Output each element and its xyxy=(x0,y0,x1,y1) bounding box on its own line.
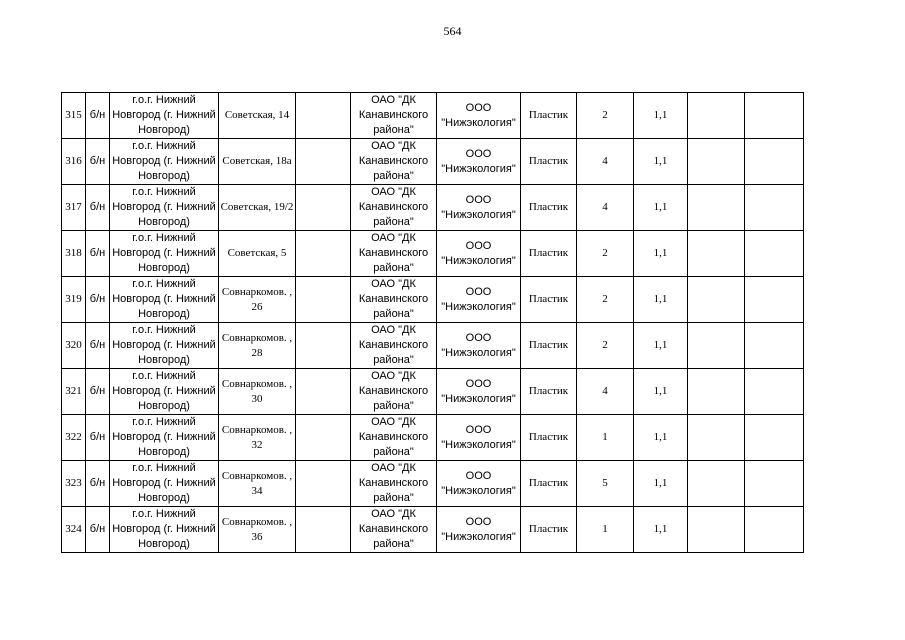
table-row xyxy=(62,415,804,461)
container-volume-cell: 1,1 xyxy=(634,415,688,461)
row-type-cell: б/н xyxy=(86,461,110,507)
container-count-cell: 5 xyxy=(577,461,634,507)
municipality-cell: г.о.г. Нижний Новгород (г. Нижний Новгород) xyxy=(110,415,219,461)
container-volume-cell: 1,1 xyxy=(634,507,688,553)
row-number-cell: 323 xyxy=(62,461,86,507)
address-cell: Совнаркомов. , 32 xyxy=(219,415,296,461)
holder-cell: ОАО "ДК Канавинского района" xyxy=(351,369,437,415)
row-number-cell: 324 xyxy=(62,507,86,553)
blank-cell xyxy=(296,323,351,369)
row-number-cell: 316 xyxy=(62,139,86,185)
container-count-cell: 4 xyxy=(577,369,634,415)
table-row xyxy=(62,93,804,139)
blank-cell xyxy=(745,369,804,415)
table-row xyxy=(62,369,804,415)
blank-cell xyxy=(745,323,804,369)
row-type-cell: б/н xyxy=(86,323,110,369)
row-number-cell: 320 xyxy=(62,323,86,369)
container-count-cell: 4 xyxy=(577,139,634,185)
container-volume-cell: 1,1 xyxy=(634,323,688,369)
blank-cell xyxy=(688,415,745,461)
container-volume-cell: 1,1 xyxy=(634,93,688,139)
holder-cell: ОАО "ДК Канавинского района" xyxy=(351,415,437,461)
holder-cell: ОАО "ДК Канавинского района" xyxy=(351,507,437,553)
row-number-cell: 315 xyxy=(62,93,86,139)
operator-cell: ООО "Нижэкология" xyxy=(437,93,521,139)
address-cell: Советская, 5 xyxy=(219,231,296,277)
material-cell: Пластик xyxy=(521,461,577,507)
blank-cell xyxy=(688,231,745,277)
table-body xyxy=(62,93,804,553)
address-cell: Советская, 19/2 xyxy=(219,185,296,231)
blank-cell xyxy=(745,277,804,323)
holder-cell: ОАО "ДК Канавинского района" xyxy=(351,461,437,507)
blank-cell xyxy=(688,185,745,231)
container-count-cell: 2 xyxy=(577,277,634,323)
container-volume-cell: 1,1 xyxy=(634,461,688,507)
blank-cell xyxy=(296,185,351,231)
blank-cell xyxy=(745,231,804,277)
material-cell: Пластик xyxy=(521,369,577,415)
container-sites-table xyxy=(61,92,804,553)
blank-cell xyxy=(296,461,351,507)
blank-cell xyxy=(745,93,804,139)
address-cell: Советская, 18а xyxy=(219,139,296,185)
municipality-cell: г.о.г. Нижний Новгород (г. Нижний Новгород) xyxy=(110,277,219,323)
blank-cell xyxy=(688,323,745,369)
blank-cell xyxy=(745,507,804,553)
blank-cell xyxy=(745,415,804,461)
municipality-cell: г.о.г. Нижний Новгород (г. Нижний Новгород) xyxy=(110,231,219,277)
container-count-cell: 2 xyxy=(577,93,634,139)
municipality-cell: г.о.г. Нижний Новгород (г. Нижний Новгород) xyxy=(110,185,219,231)
container-volume-cell: 1,1 xyxy=(634,231,688,277)
holder-cell: ОАО "ДК Канавинского района" xyxy=(351,277,437,323)
operator-cell: ООО "Нижэкология" xyxy=(437,231,521,277)
holder-cell: ОАО "ДК Канавинского района" xyxy=(351,323,437,369)
operator-cell: ООО "Нижэкология" xyxy=(437,185,521,231)
blank-cell xyxy=(296,369,351,415)
container-count-cell: 2 xyxy=(577,323,634,369)
operator-cell: ООО "Нижэкология" xyxy=(437,323,521,369)
blank-cell xyxy=(745,461,804,507)
table-row xyxy=(62,461,804,507)
container-count-cell: 2 xyxy=(577,231,634,277)
container-count-cell: 1 xyxy=(577,507,634,553)
holder-cell: ОАО "ДК Канавинского района" xyxy=(351,139,437,185)
container-count-cell: 4 xyxy=(577,185,634,231)
row-number-cell: 317 xyxy=(62,185,86,231)
row-type-cell: б/н xyxy=(86,507,110,553)
holder-cell: ОАО "ДК Канавинского района" xyxy=(351,93,437,139)
row-type-cell: б/н xyxy=(86,415,110,461)
page-number: 564 xyxy=(443,24,462,38)
municipality-cell: г.о.г. Нижний Новгород (г. Нижний Новгород) xyxy=(110,461,219,507)
table-row xyxy=(62,231,804,277)
blank-cell xyxy=(296,231,351,277)
operator-cell: ООО "Нижэкология" xyxy=(437,139,521,185)
row-number-cell: 321 xyxy=(62,369,86,415)
material-cell: Пластик xyxy=(521,277,577,323)
row-number-cell: 318 xyxy=(62,231,86,277)
municipality-cell: г.о.г. Нижний Новгород (г. Нижний Новгород) xyxy=(110,139,219,185)
material-cell: Пластик xyxy=(521,93,577,139)
table-row xyxy=(62,507,804,553)
row-type-cell: б/н xyxy=(86,139,110,185)
address-cell: Советская, 14 xyxy=(219,93,296,139)
blank-cell xyxy=(296,415,351,461)
blank-cell xyxy=(688,507,745,553)
holder-cell: ОАО "ДК Канавинского района" xyxy=(351,231,437,277)
material-cell: Пластик xyxy=(521,507,577,553)
blank-cell xyxy=(688,277,745,323)
table-row xyxy=(62,277,804,323)
blank-cell xyxy=(296,277,351,323)
container-volume-cell: 1,1 xyxy=(634,139,688,185)
table-row xyxy=(62,185,804,231)
container-volume-cell: 1,1 xyxy=(634,277,688,323)
municipality-cell: г.о.г. Нижний Новгород (г. Нижний Новгород) xyxy=(110,507,219,553)
address-cell: Совнаркомов. , 28 xyxy=(219,323,296,369)
row-type-cell: б/н xyxy=(86,185,110,231)
operator-cell: ООО "Нижэкология" xyxy=(437,461,521,507)
table-row xyxy=(62,139,804,185)
operator-cell: ООО "Нижэкология" xyxy=(437,415,521,461)
blank-cell xyxy=(745,139,804,185)
material-cell: Пластик xyxy=(521,185,577,231)
operator-cell: ООО "Нижэкология" xyxy=(437,277,521,323)
table-row xyxy=(62,323,804,369)
container-volume-cell: 1,1 xyxy=(634,185,688,231)
material-cell: Пластик xyxy=(521,231,577,277)
row-number-cell: 322 xyxy=(62,415,86,461)
container-volume-cell: 1,1 xyxy=(634,369,688,415)
blank-cell xyxy=(745,185,804,231)
holder-cell: ОАО "ДК Канавинского района" xyxy=(351,185,437,231)
material-cell: Пластик xyxy=(521,139,577,185)
operator-cell: ООО "Нижэкология" xyxy=(437,369,521,415)
row-number-cell: 319 xyxy=(62,277,86,323)
address-cell: Совнаркомов. , 30 xyxy=(219,369,296,415)
material-cell: Пластик xyxy=(521,415,577,461)
address-cell: Совнаркомов. , 34 xyxy=(219,461,296,507)
blank-cell xyxy=(688,461,745,507)
blank-cell xyxy=(688,369,745,415)
blank-cell xyxy=(296,507,351,553)
blank-cell xyxy=(688,93,745,139)
address-cell: Совнаркомов. , 36 xyxy=(219,507,296,553)
row-type-cell: б/н xyxy=(86,369,110,415)
container-count-cell: 1 xyxy=(577,415,634,461)
row-type-cell: б/н xyxy=(86,277,110,323)
address-cell: Совнаркомов. , 26 xyxy=(219,277,296,323)
row-type-cell: б/н xyxy=(86,231,110,277)
blank-cell xyxy=(296,93,351,139)
operator-cell: ООО "Нижэкология" xyxy=(437,507,521,553)
municipality-cell: г.о.г. Нижний Новгород (г. Нижний Новгород) xyxy=(110,323,219,369)
row-type-cell: б/н xyxy=(86,93,110,139)
blank-cell xyxy=(688,139,745,185)
material-cell: Пластик xyxy=(521,323,577,369)
municipality-cell: г.о.г. Нижний Новгород (г. Нижний Новгород) xyxy=(110,93,219,139)
blank-cell xyxy=(296,139,351,185)
municipality-cell: г.о.г. Нижний Новгород (г. Нижний Новгород) xyxy=(110,369,219,415)
